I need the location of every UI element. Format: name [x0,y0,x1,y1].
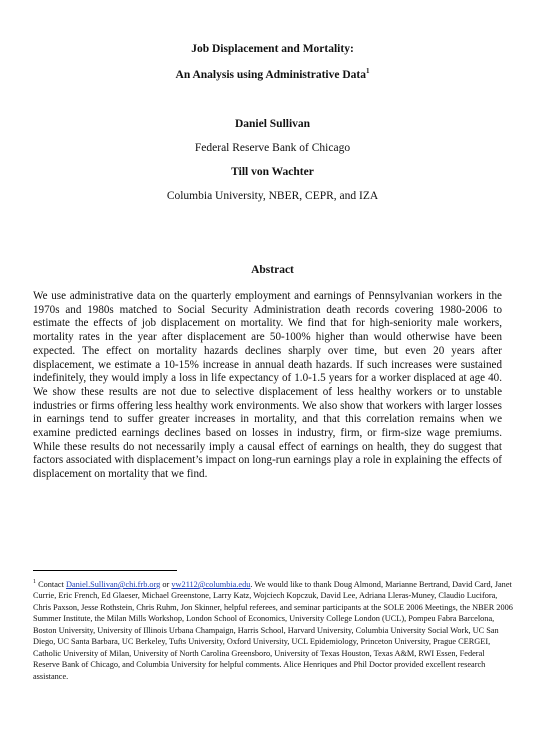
author-name-2: Till von Wachter [231,166,314,178]
email-link-sullivan[interactable]: Daniel.Sullivan@chi.frb.org [65,579,161,589]
abstract-heading: Abstract [251,264,294,276]
title-line-2 [0,67,545,81]
title-line-2-text: An Analysis using Administrative Data [175,68,366,81]
footnote-marker: 1 [33,579,36,585]
title-footnote-marker[interactable]: 1 [365,67,370,75]
footnote-or: or [162,579,170,589]
author-name-1: Daniel Sullivan [234,118,311,130]
footnote-body: . We would like to thank Doug Almond, Marianne Bertrand, David Card, Janet Currie, Eric French, Ed Glaeser, Michael Greenstone, Larry Katz, Wojciech Kopczuk, David Lee, Adriana Lleras-Muney, Claudio Lucifora, Chris Paxson, Jesse Rothstein, Chris Ruhm, Jon Skinner, helpful referees, and seminar participants at the SOLE 2006 Meetings, the NBER 2006 Summer Institute, the Milan Mills Workshop, London School of Economics, University College London (UCL), Pompeu Fabra Barcelona, Boston University, University of Illinois Urbana Champaign, Harris School, Harvard University, Columbia University Social Work, UC San Diego, UC Santa Barbara, UC Berkeley, Tufts University, Oxford University, UCL Epidemiology, Princeton University, Prague CERGEI, Catholic University of Milan, University of North Carolina Greensboro, University of Texas Houston, Texas A&M, RWI Essen, Federal Reserve Bank of Chicago, and Columbia University for helpful comments. Alice Henriques and Phil Doctor provided excellent research assistance. [33,579,513,681]
title-line-1: Job Displacement and Mortality: [191,43,354,55]
author-affiliation-1: Federal Reserve Bank of Chicago [194,142,351,154]
abstract-text: We use administrative data on the quarterly employment and earnings of Pennsylvanian workers in the 1970s and 1980s matched to Social Security Administration death records covering 1980-2006 to estimate the effects of job displacement on mortality. We find that for high-seniority male workers, mortality rates in the year after displacement are 50-100% higher than would otherwise have been expected. The effect on mortality hazards declines sharply over time, but even 20 years after displacement, we estimate a 10-15% increase in annual death hazards. If such increases were sustained indefinitely, they would imply a loss in life expectancy of 1.0-1.5 years for a worker displaced at age 40. We show these results are not due to selective displacement of less healthy workers or to unstable industries or firms offering less healthy work environments. We also show that workers with larger losses in earnings tend to suffer greater increases in mortality, and that this correlation remains when we examine predicted earnings declines based on losses in industry, firm, or firm-size wage premiums. While these results do not necessarily imply a causal effect of earnings on health, they do suggest that factors associated with displacement’s impact on long-run earnings play a role in explaining the effects of displacement on mortality that we find. [33,290,502,481]
footnote-divider [33,570,177,571]
author-affiliation-2: Columbia University, NBER, CEPR, and IZA [166,190,379,202]
email-link-von-wachter[interactable]: vw2112@columbia.edu [171,579,251,589]
footnote-contact-label: Contact [38,579,64,589]
footnote [33,577,513,682]
